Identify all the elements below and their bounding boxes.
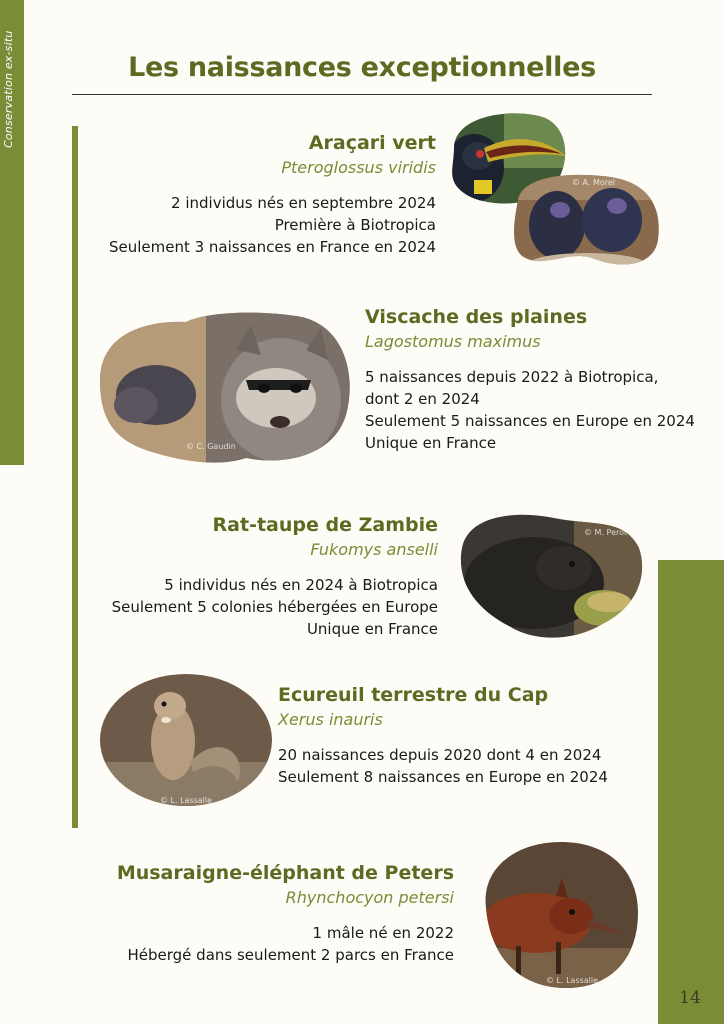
species-block-viscache: [365, 304, 715, 454]
species-block-rat-taupe: [58, 512, 438, 640]
species-name: Araçari vert: [308, 132, 436, 154]
species-latin: Fukomys anselli: [310, 540, 438, 559]
page-title: Les naissances exceptionnelles: [128, 52, 596, 83]
fact: Seulement 3 naissances en France en 2024: [108, 238, 436, 256]
species-block-aracari: [56, 130, 436, 258]
fact: Hébergé dans seulement 2 parcs en France: [127, 946, 454, 964]
species-name: Rat-taupe de Zambie: [212, 514, 438, 536]
fact: 2 individus nés en septembre 2024: [171, 194, 436, 212]
fact: Seulement 5 colonies hébergées en Europe: [111, 598, 438, 616]
fact: 5 naissances depuis 2022 à Biotropica,: [365, 368, 659, 386]
species-name: Ecureuil terrestre du Cap: [278, 684, 549, 706]
photo-credit: © L. Lassalle: [546, 976, 599, 985]
species-block-ecureuil: [278, 682, 658, 788]
page-number: 14: [679, 988, 701, 1008]
species-latin: Xerus inauris: [278, 710, 383, 729]
fact: dont 2 en 2024: [365, 390, 480, 408]
fact: 20 naissances depuis 2020 dont 4 en 2024: [278, 746, 602, 764]
viscache-photo: [96, 310, 356, 466]
section-sidebar: [0, 0, 24, 465]
fact: Unique en France: [306, 620, 438, 638]
fact: 1 mâle né en 2022: [312, 924, 454, 942]
species-block-musaraigne: [34, 860, 454, 966]
fact: Première à Biotropica: [274, 216, 436, 234]
aracari-chicks-photo: [512, 170, 664, 274]
photo-credit: © A. Morel: [572, 178, 616, 187]
section-label: Conservation ex-situ: [2, 30, 15, 148]
species-name: Viscache des plaines: [365, 306, 588, 328]
species-name: Musaraigne-éléphant de Peters: [116, 862, 454, 884]
species-latin: Pteroglossus viridis: [281, 158, 436, 177]
photo-credit: © L. Lassalle: [160, 796, 213, 805]
rat-taupe-photo: [454, 508, 644, 642]
species-latin: Lagostomus maximus: [365, 332, 541, 351]
decorative-right-bar: [658, 560, 724, 1024]
species-latin: Rhynchocyon petersi: [285, 888, 454, 907]
musaraigne-photo: [476, 838, 642, 990]
fact: Seulement 8 naissances en Europe en 2024: [278, 768, 608, 786]
fact: 5 individus nés en 2024 à Biotropica: [164, 576, 438, 594]
photo-credit: © C. Gaudin: [186, 442, 236, 451]
fact: Unique en France: [365, 434, 497, 452]
photo-credit: © M. Perot: [584, 528, 628, 537]
fact: Seulement 5 naissances en Europe en 2024: [365, 412, 695, 430]
title-divider: [72, 94, 652, 95]
ecureuil-photo: [98, 672, 274, 808]
